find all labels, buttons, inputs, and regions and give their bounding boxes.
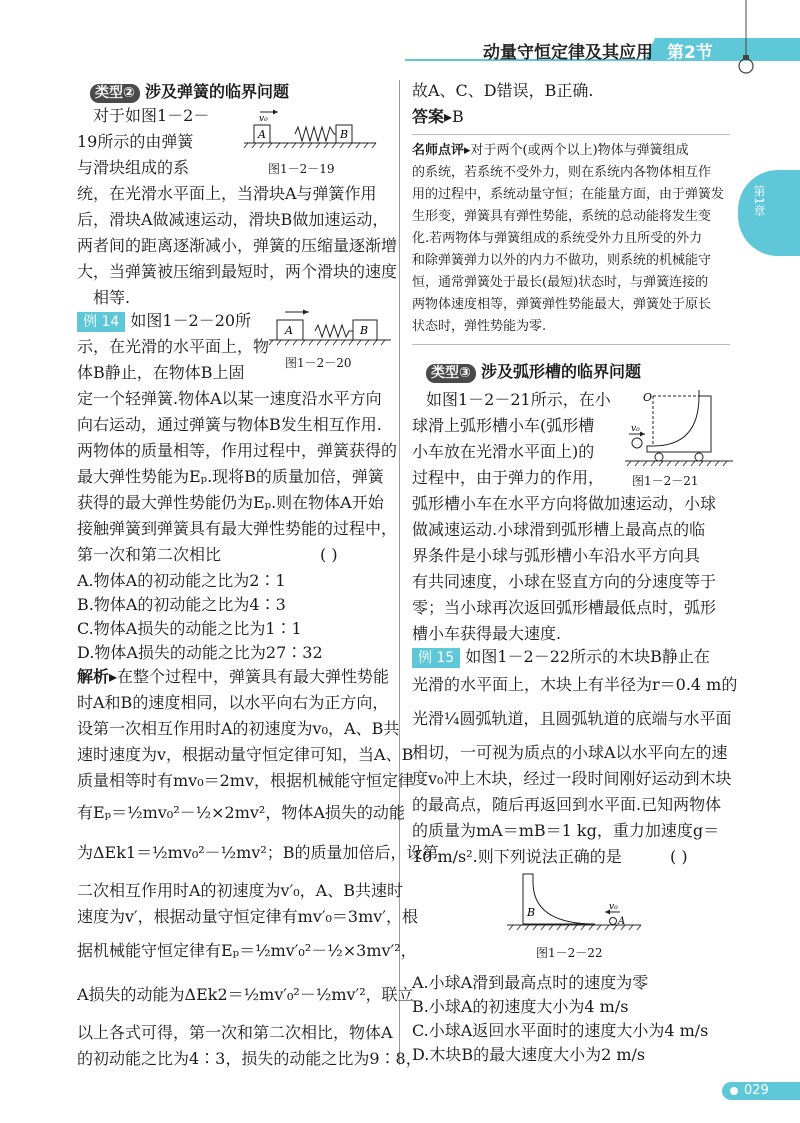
type3-line: 过程中，由于弹力的作用， [412, 468, 605, 487]
ex15-option-c: C.小球A返回水平面时的速度大小为4 m/s [412, 1021, 709, 1040]
ex14-line: 两物体的质量相等，作用过程中，弹簧获得的 [77, 441, 398, 460]
type3-line: 零；当小球再次返回弧形槽最低点时，弧形 [412, 598, 717, 617]
ex15-line: 如图1－2－22所示的木块B静止在 [465, 647, 710, 666]
figure-21-arc-cart [625, 386, 735, 468]
solution-line: 设第一次相互作用时A的初速度为v₀，A、B共 [77, 719, 400, 738]
type3-tag: 类型③ [426, 364, 476, 383]
type3-heading [426, 362, 641, 383]
type3-line: 小车放在光滑水平面上)的 [412, 442, 595, 461]
ex14-option-c: C.物体A损失的动能之比为1∶1 [77, 619, 302, 638]
tip-line: 用的过程中，系统动量守恒；在能量方面，由于弹簧发 [412, 187, 725, 202]
tip-divider [412, 344, 730, 345]
ex14-line: 最大弹性势能为Eₚ.现将B的质量加倍，弹簧 [77, 467, 384, 486]
ex14-option-b: B.物体A的初动能之比为4∶3 [77, 595, 286, 614]
ex14-option-d: D.物体A损失的动能之比为27∶32 [77, 643, 323, 662]
solution-line: 为ΔEk1＝½mv₀²－½mv²；B的质量加倍后，设第 [77, 843, 439, 862]
tip-line: 的系统，若系统不受外力，则在系统内各物体相互作 [412, 165, 712, 180]
fig19-a-label: A [258, 128, 266, 141]
tip-line: 和除弹簧弹力以外的内力不做功，则系统的机械能守 [412, 253, 712, 268]
header-chapter: 动量守恒定律及其应用 [483, 43, 653, 63]
type3-line: 如图1－2－21所示，在小 [426, 390, 611, 409]
type2-line: 与滑块组成的系 [77, 158, 190, 177]
solution-line: 时A和B的速度相同，以水平向右为正方向， [77, 693, 389, 712]
answer-label: 答案▸ [412, 107, 453, 126]
fig22-v-label: v₀ [609, 902, 618, 912]
fig19-b-label: B [340, 128, 349, 141]
ex14-option-a: A.物体A的初动能之比为2∶1 [77, 571, 286, 590]
ex15-line: 光滑的水平面上，木块上有半径为r＝0.4 m的 [412, 675, 738, 694]
side-chapter-tab [738, 170, 800, 256]
type3-line: 槽小车获得最大速度. [412, 624, 562, 643]
page-dot-icon [730, 1087, 738, 1095]
figure-19-spring-blocks [240, 108, 380, 154]
figure-20-spring-blocks [265, 306, 395, 348]
ex15-tag: 例 15 [412, 648, 460, 668]
ex14-line: 接触弹簧到弹簧具有最大弹性势能的过程中， [77, 519, 398, 538]
type3-line: 界条件是小球与弧形槽小车沿水平方向具 [412, 546, 701, 565]
tip-label: 名师点评▸ [412, 143, 471, 158]
tip-line: 化.若两物体与弹簧组成的系统受外力且所受的外力 [412, 231, 703, 246]
type2-line: 后，滑块A做减速运动，滑块B做加速运动， [77, 210, 389, 229]
type2-heading [90, 82, 289, 103]
type2-title: 涉及弹簧的临界问题 [144, 82, 289, 101]
ex14-answer-paren: ( ) [320, 545, 338, 564]
ex14-line: 定一个轻弹簧.物体A以某一速度沿水平方向 [77, 389, 382, 408]
ex15-line: 的质量为mA＝mB＝1 kg，重力加速度g＝ [412, 821, 720, 840]
solution-line: A损失的动能为ΔEk2＝½mv′₀²－½mv′²，联立 [77, 985, 414, 1004]
fig22-a-label: A [618, 916, 626, 927]
ex14-line: 第一次和第二次相比 [77, 545, 222, 564]
type2-line: 对于如图1－2－ [93, 106, 210, 125]
answer-value: B [452, 107, 464, 126]
solution-line: 有Eₚ＝½mv₀²－½×2mv²，物体A损失的动能 [77, 803, 405, 822]
figure-22-arc-block [505, 872, 645, 940]
ex14-line: 示，在光滑的水平面上，物 [77, 337, 270, 356]
header-section: 第2节 [667, 43, 713, 63]
type2-line: 19所示的由弹簧 [77, 132, 194, 151]
ex15-line: 度v₀冲上木块，经过一段时间刚好运动到木块 [412, 769, 732, 788]
solution-line: 在整个过程中，弹簧具有最大弹性势能 [117, 667, 390, 686]
ex15-option-d: D.木块B的最大速度大小为2 m/s [412, 1045, 646, 1064]
type2-tag: 类型② [90, 84, 140, 103]
solution-line: 速时速度为v，根据动量守恒定律可知，当A、B [77, 745, 414, 764]
fig21-v-label: v₀ [631, 424, 640, 434]
lightbulb-icon [735, 0, 757, 80]
ex14-line: 向右运动，通过弹簧与物体B发生相互作用. [77, 415, 382, 434]
solution-continuation: 故A、C、D错误，B正确. [412, 81, 594, 100]
tip-line: 生形变，弹簧具有弹性势能，系统的总动能将发生变 [412, 209, 712, 224]
ex14-line: 获得的最大弹性势能仍为Eₚ.则在物体A开始 [77, 493, 384, 512]
fig20-b-label: B [360, 324, 369, 337]
tip-line: 恒，通常弹簧处于最长(最短)状态时，与弹簧连接的 [412, 275, 709, 290]
fig22-b-label: B [527, 906, 536, 919]
ex15-line: 的最高点，随后再返回到水平面.已知两物体 [412, 795, 722, 814]
solution-line: 质量相等时有mv₀＝2mv，根据机械能守恒定律 [77, 771, 415, 790]
type3-line: 球滑上弧形槽小车(弧形槽 [412, 416, 595, 435]
answer-divider [412, 134, 730, 135]
type2-line: 两者间的距离逐渐减小，弹簧的压缩量逐渐增 [77, 236, 398, 255]
fig19-caption: 图1－2－19 [268, 162, 335, 176]
ex15-line: 10 m/s².则下列说法正确的是 [412, 847, 622, 866]
fig19-v-label: v₀ [259, 114, 268, 124]
ex14-tag: 例 14 [77, 312, 125, 332]
type2-line: 大，当弹簧被压缩到最短时，两个滑块的速度 [77, 262, 398, 281]
fig22-caption: 图1－2－22 [536, 946, 603, 960]
tip-line: 两物体速度相等，弹簧弹性势能最大，弹簧处于原长 [412, 297, 712, 312]
type3-title: 涉及弧形槽的临界问题 [480, 362, 641, 381]
ex15-line: 光滑¼圆弧轨道，且圆弧轨道的底端与水平面 [412, 709, 732, 728]
solution-line: 的初动能之比为4∶3，损失的动能之比为9∶8， [77, 1049, 422, 1068]
ex15-line: 相切，一可视为质点的小球A以水平向左的速 [412, 743, 728, 762]
tip-line: 状态时，弹性势能为零. [412, 319, 547, 334]
fig20-a-label: A [285, 324, 293, 337]
tip-line: 对于两个(或两个以上)物体与弹簧组成 [470, 143, 689, 158]
fig21-caption: 图1－2－21 [632, 474, 699, 488]
ex14-line: 如图1－2－20所 [130, 311, 252, 330]
ex15-answer-paren: ( ) [670, 847, 688, 866]
fig20-caption: 图1－2－20 [285, 356, 352, 370]
solution-label: 解析▸ [77, 667, 118, 686]
type3-line: 弧形槽小车在水平方向将做加速运动，小球 [412, 494, 717, 513]
solution-line: 二次相互作用时A的初速度为v′₀，A、B共速时 [77, 881, 403, 900]
page-number: 029 [744, 1083, 769, 1098]
fig21-o-label: O [643, 391, 653, 404]
solution-line: 速度为v′，根据动量守恒定律有mv′₀＝3mv′，根 [77, 907, 418, 926]
type2-line: 相等. [93, 288, 131, 307]
type3-line: 做减速运动.小球滑到弧形槽上最高点的临 [412, 520, 706, 539]
ex15-option-a: A.小球A滑到最高点时的速度为零 [412, 973, 649, 992]
ex14-line: 体B静止，在物体B上固 [77, 363, 245, 382]
type2-line: 统，在光滑水平面上，当滑块A与弹簧作用 [77, 184, 377, 203]
solution-line: 据机械能守恒定律有Eₚ＝½mv′₀²－½×3mv′²， [77, 941, 417, 960]
side-chapter-label: 第1章 [752, 185, 766, 217]
ex15-option-b: B.小球A的初速度大小为4 m/s [412, 997, 629, 1016]
type3-line: 有共同速度，小球在竖直方向的分速度等于 [412, 572, 717, 591]
solution-line: 以上各式可得，第一次和第二次相比，物体A [77, 1023, 393, 1042]
